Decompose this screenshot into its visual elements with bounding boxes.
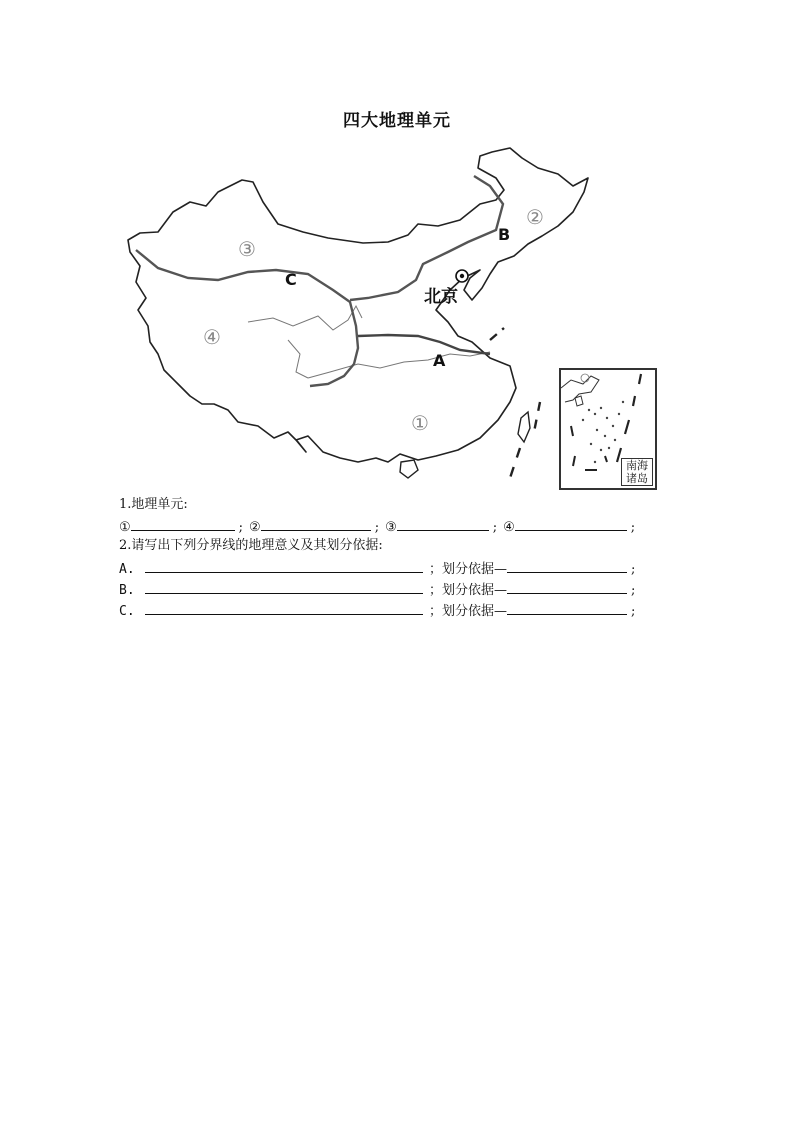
question-2-heading: 2.请写出下列分界线的地理意义及其划分依据: — [119, 538, 383, 553]
basis-blank-a[interactable] — [507, 558, 627, 573]
question-1-answers — [119, 516, 641, 538]
unit-4-answer-blank[interactable] — [515, 516, 627, 531]
unit-4-marker: ④ — [503, 520, 515, 535]
south-china-sea-inset — [559, 368, 657, 490]
region-label-4: ④ — [203, 325, 221, 349]
taiwan-island — [518, 412, 530, 442]
region-label-1: ① — [411, 411, 429, 435]
significance-blank-c[interactable] — [145, 600, 423, 615]
significance-blank-a[interactable] — [145, 558, 423, 573]
separator: ; — [630, 520, 636, 535]
inset-label-line2: 诸岛 — [626, 472, 648, 485]
region-label-3: ③ — [238, 237, 256, 261]
row-end: ; — [631, 604, 636, 619]
row-letter: B. — [119, 583, 135, 598]
page-title: 四大地理单元 — [343, 111, 451, 131]
basis-label: ；划分依据— — [429, 562, 508, 577]
boundary-row-b — [119, 579, 635, 601]
separator: ; — [374, 520, 380, 535]
unit-3-marker: ③ — [385, 520, 397, 535]
maritime-dash-3 — [508, 448, 520, 484]
basis-label: ；划分依据— — [429, 604, 508, 619]
question-1-heading: 1.地理单元: — [119, 497, 188, 512]
inset-label — [621, 458, 653, 486]
unit-1-answer-blank[interactable] — [131, 516, 235, 531]
unit-1-marker: ① — [119, 520, 131, 535]
city-label-beijing: 北京 — [424, 287, 458, 307]
basis-blank-b[interactable] — [507, 579, 627, 594]
row-letter: A. — [119, 562, 135, 577]
basis-label: ；划分依据— — [429, 583, 508, 598]
row-letter: C. — [119, 604, 135, 619]
unit-2-answer-blank[interactable] — [261, 516, 371, 531]
boundary-label-b: B — [498, 225, 511, 244]
boundary-label-a: A — [433, 351, 446, 370]
separator: ; — [492, 520, 498, 535]
inset-label-line1: 南海 — [626, 459, 648, 472]
maritime-dash-2 — [534, 402, 540, 432]
row-end: ; — [631, 562, 636, 577]
unit-3-answer-blank[interactable] — [397, 516, 489, 531]
unit-2-marker: ② — [249, 520, 261, 535]
row-end: ; — [631, 583, 636, 598]
boundary-label-c: C — [285, 270, 297, 289]
boundary-row-c — [119, 600, 635, 622]
basis-blank-c[interactable] — [507, 600, 627, 615]
boundary-row-a — [119, 558, 635, 580]
country-outline — [128, 148, 588, 462]
hainan-island — [400, 460, 418, 478]
region-label-2: ② — [526, 205, 544, 229]
significance-blank-b[interactable] — [145, 579, 423, 594]
beijing-marker-dot — [460, 274, 464, 278]
maritime-dash-1 — [490, 328, 504, 340]
separator: ; — [238, 520, 244, 535]
